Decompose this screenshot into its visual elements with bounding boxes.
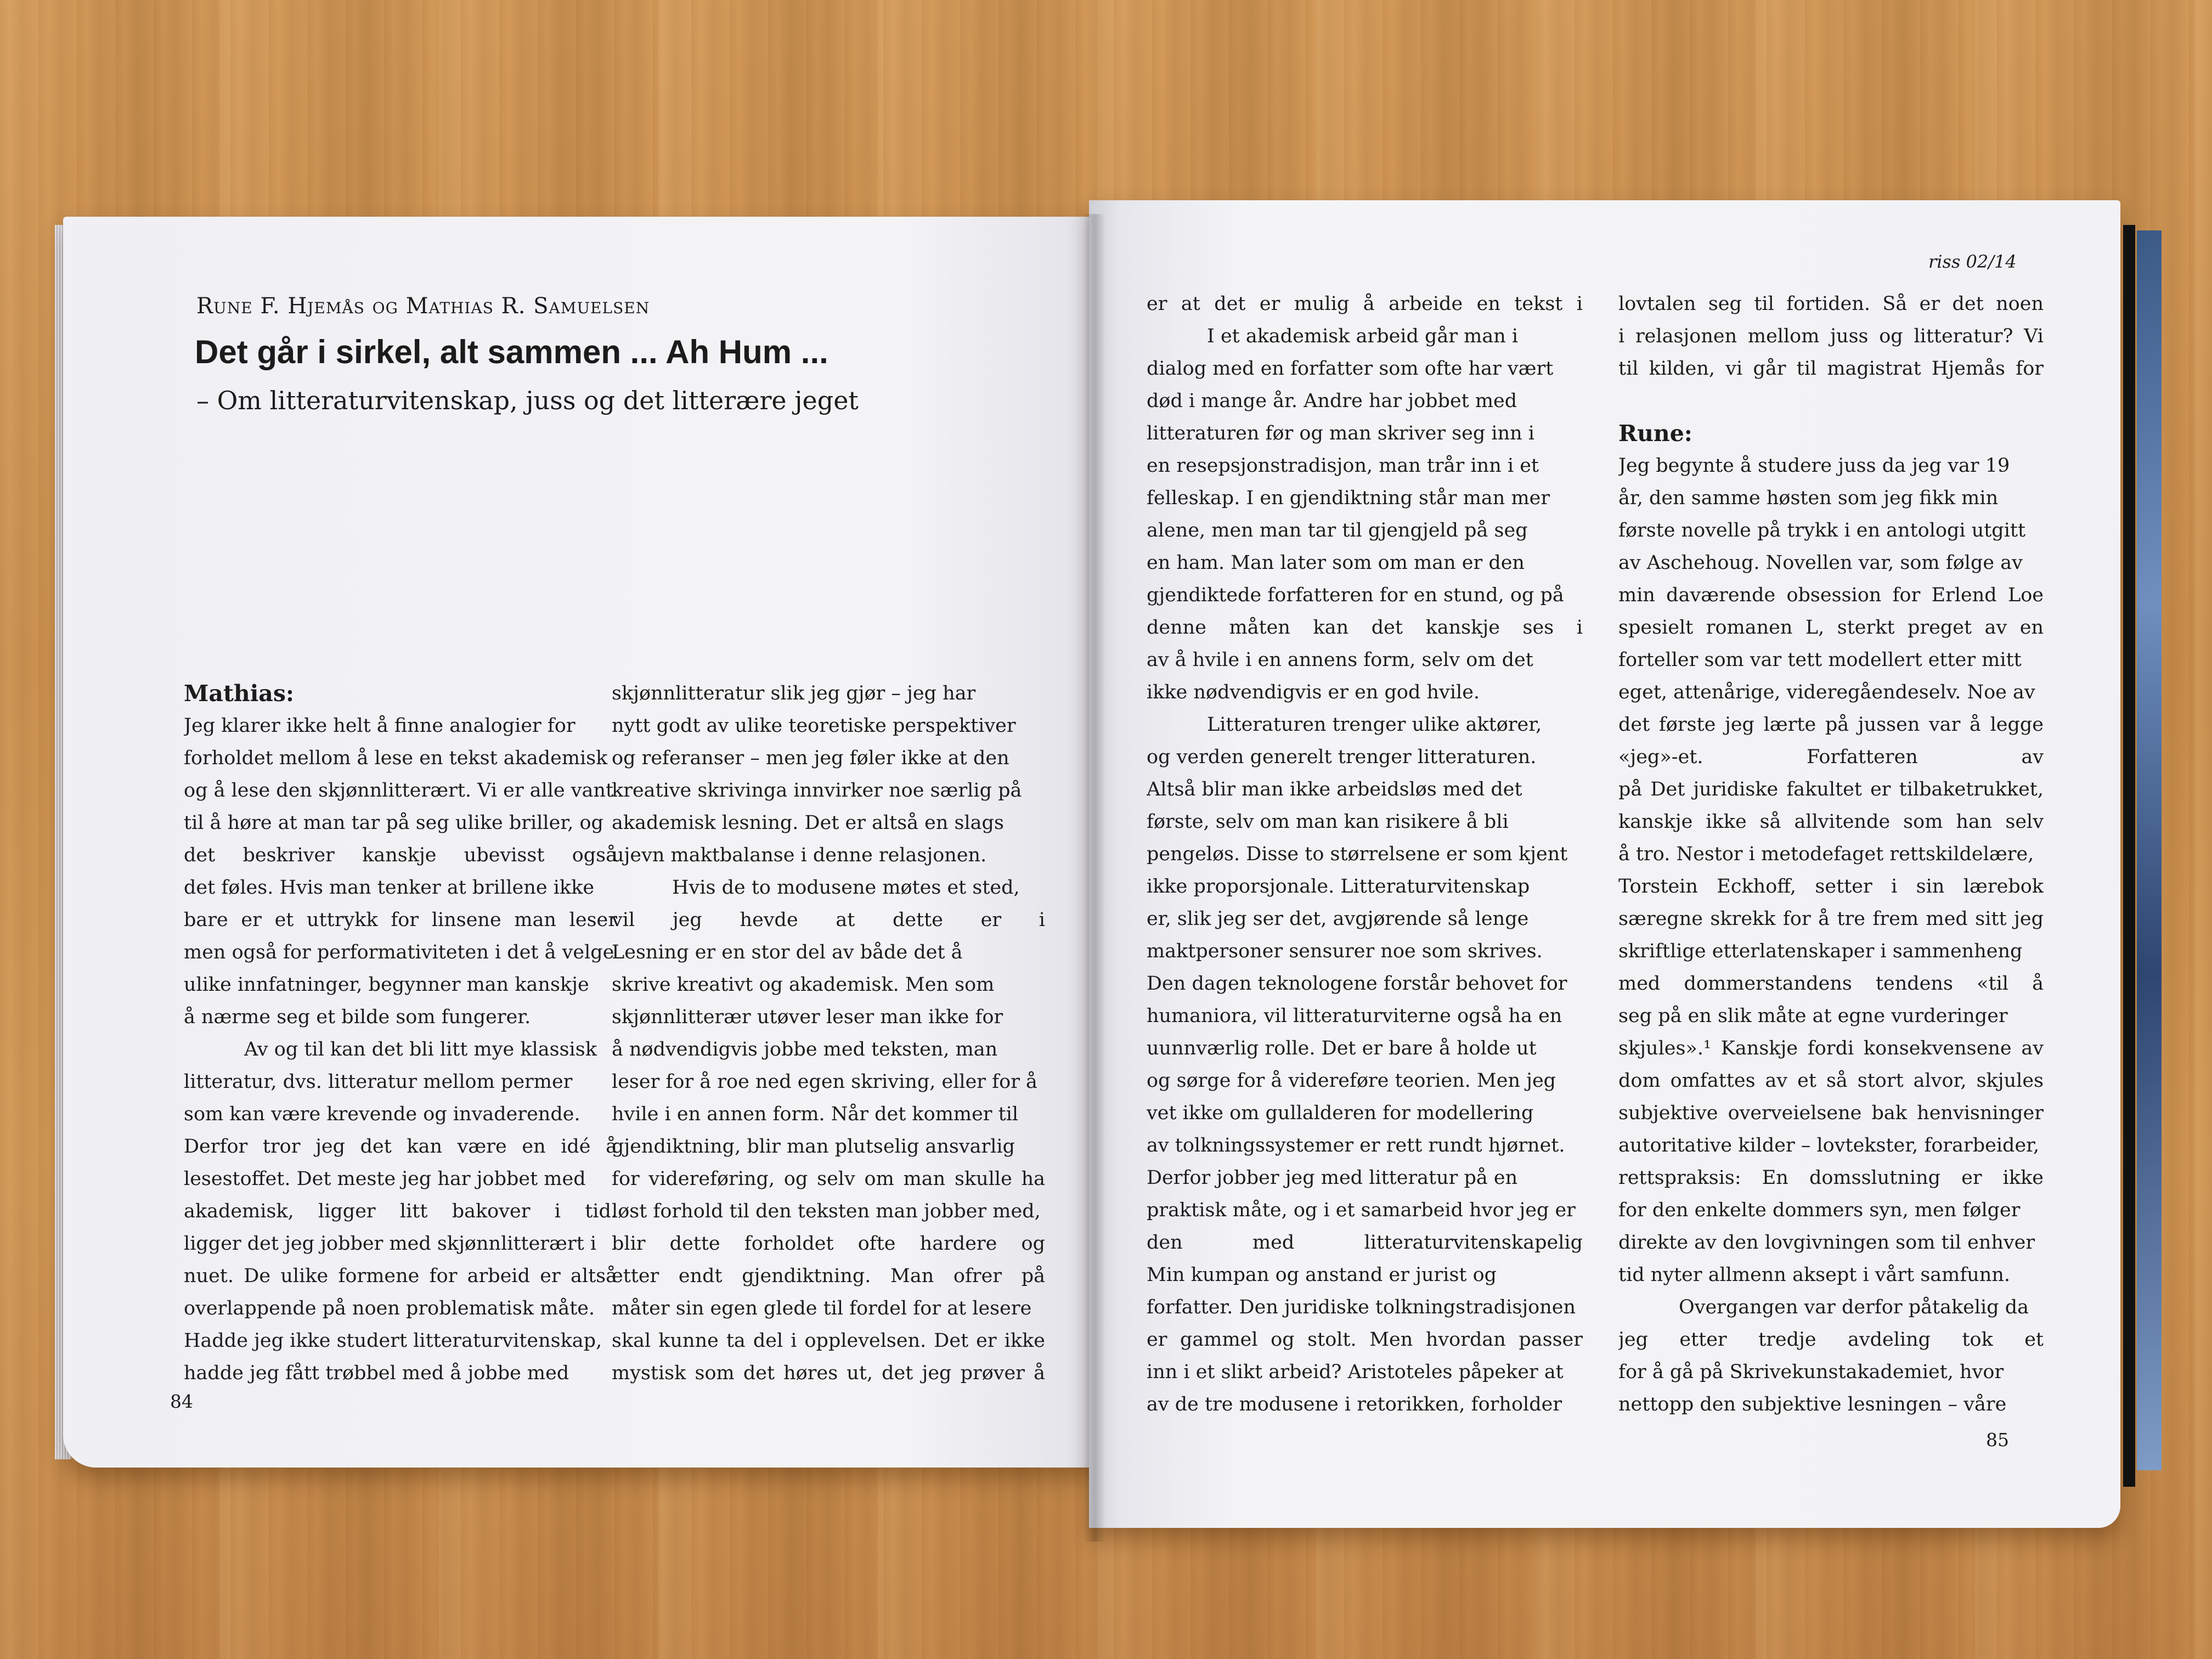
text-line: jeg etter tredje avdeling tok et <box>1618 1329 2044 1351</box>
text-line: lesestoffet. Det meste jeg har jobbet med <box>184 1168 586 1190</box>
text-line: felleskap. I en gjendiktning står man mer <box>1147 487 1550 509</box>
text-line: ikke nødvendigvis er en god hvile. <box>1147 681 1480 703</box>
text-line: Jeg begynte å studere juss da jeg var 19 <box>1618 455 2010 477</box>
right-page <box>1089 200 2120 1528</box>
book-gutter <box>1084 214 1105 1542</box>
text-line: skal kunne ta del i opplevelsen. Det er ikke <box>612 1330 1045 1352</box>
text-line: vet ikke om gullalderen for modellering <box>1147 1102 1534 1124</box>
article-subtitle: – Om litteraturvitenskap, juss og det litterære jeget <box>196 386 859 415</box>
text-line: forfatter. Den juridiske tolkningstradisjonen <box>1147 1296 1576 1318</box>
text-line: mystisk som det høres ut, det jeg prøver å <box>612 1362 1045 1384</box>
text-line: litteratur, dvs. litteratur mellom permer <box>184 1071 573 1093</box>
text-line: kreative skrivinga innvirker noe særlig på <box>612 780 1022 802</box>
text-line <box>1618 385 2044 417</box>
text-line: autoritative kilder – lovtekster, forarbeider, <box>1618 1135 2040 1156</box>
text-line: rettspraksis: En domsslutning er ikke <box>1618 1167 2044 1189</box>
text-line: for å gå på Skrivekunstakademiet, hvor <box>1618 1361 2004 1383</box>
text-line: en resepsjonstradisjon, man trår inn i et <box>1147 455 1539 477</box>
text-line: til kilden, vi går til magistrat Hjemås for <box>1618 358 2044 380</box>
text-line: i relasjonen mellom juss og litteratur? Vi <box>1618 325 2044 347</box>
text-line: bare er et uttrykk for linsene man leser <box>184 909 617 931</box>
text-line: akademisk lesning. Det er altså en slags <box>612 812 1004 834</box>
text-line: er gammel og stolt. Men hvordan passer <box>1147 1329 1583 1351</box>
text-line: Overgangen var derfor påtakelig da <box>1679 1296 2029 1318</box>
text-line: forteller som var tett modellert etter mitt <box>1618 649 2022 671</box>
text-line: å nærme seg et bilde som fungerer. <box>184 1006 531 1028</box>
text-line: direkte av den lovgivningen som til enhver <box>1618 1232 2035 1254</box>
text-line: Derfor jobber jeg med litteratur på en <box>1147 1167 1518 1189</box>
text-line: Hadde jeg ikke studert litteraturvitenskap, <box>184 1330 602 1352</box>
text-line: etter endt gjendiktning. Man ofrer på <box>612 1265 1045 1287</box>
text-line: gjendiktning, blir man plutselig ansvarlig <box>612 1136 1015 1158</box>
page-edge-stripe <box>2123 225 2135 1487</box>
article-authors: Rune F. Hjemås og Mathias R. Samuelsen <box>196 294 650 319</box>
text-line: Rune: <box>1618 420 1692 447</box>
text-line: det beskriver kanskje ubevisst også <box>184 844 617 866</box>
text-line: av de tre modusene i retorikken, forholder <box>1147 1393 1562 1415</box>
text-line: Min kumpan og anstand er jurist og <box>1147 1264 1497 1286</box>
text-line: Derfor tror jeg det kan være en idé å <box>184 1136 617 1158</box>
text-line: humaniora, vil litteraturviterne også ha en <box>1147 1005 1562 1027</box>
text-line: skriftlige etterlatenskaper i sammenheng <box>1618 940 2023 962</box>
text-line: ulike innfatninger, begynner man kanskje <box>184 974 589 996</box>
text-line: er at det er mulig å arbeide en tekst i <box>1147 293 1583 315</box>
text-line: tid nyter allmenn aksept i vårt samfunn. <box>1618 1264 2011 1286</box>
text-line: eget, attenårige, videregåendeselv. Noe av <box>1618 681 2035 703</box>
text-line: på Det juridiske fakultet er tilbaketrukket, <box>1618 778 2044 800</box>
text-line: Altså blir man ikke arbeidsløs med det <box>1147 778 1522 800</box>
text-line: skjules».¹ Kanskje fordi konsekvensene av <box>1618 1037 2044 1059</box>
text-line: nytt godt av ulike teoretiske perspektiver <box>612 715 1016 737</box>
text-line: «jeg»-et. Forfatteren av <box>1618 746 2044 768</box>
text-line: maktpersoner sensurer noe som skrives. <box>1147 940 1543 962</box>
text-line: død i mange år. Andre har jobbet med <box>1147 390 1517 412</box>
text-line: den med litteraturvitenskapelig <box>1147 1232 1583 1254</box>
page-number-left: 84 <box>170 1391 193 1412</box>
text-line: særegne skrekk for å tre frem med sitt jeg <box>1618 908 2044 930</box>
text-line: ligger det jeg jobber med skjønnlitterært i <box>184 1233 597 1255</box>
text-line: skjønnlitterær utøver leser man ikke for <box>612 1006 1003 1028</box>
text-line: skjønnlitteratur slik jeg gjør – jeg har <box>612 682 976 704</box>
text-line: kanskje ikke så allvitende som han selv <box>1618 811 2044 833</box>
text-line: ujevn maktbalanse i denne relasjonen. <box>612 844 987 866</box>
text-line: pengeløs. Disse to størrelsene er som kjent <box>1147 843 1568 865</box>
text-line: uunnværlig rolle. Det er bare å holde ut <box>1147 1037 1537 1059</box>
text-line: min daværende obsession for Erlend Loe <box>1618 584 2044 606</box>
text-line: ikke proporsjonale. Litteraturvitenskap <box>1147 876 1530 898</box>
text-line: hadde jeg fått trøbbel med å jobbe med <box>184 1362 569 1384</box>
text-line: av Aschehoug. Novellen var, som følge av <box>1618 552 2023 574</box>
text-line: nettopp den subjektive lesningen – våre <box>1618 1393 2007 1415</box>
left-column-2 <box>612 678 1045 1390</box>
right-column-1 <box>1147 288 1583 1421</box>
text-line: forholdet mellom å lese en tekst akademisk <box>184 747 608 769</box>
text-line: løst forhold til den teksten man jobber med, <box>612 1200 1041 1222</box>
left-column-1 <box>184 678 617 1390</box>
text-line: men også for performativiteten i det å velge <box>184 941 614 963</box>
text-line: dialog med en forfatter som ofte har vært <box>1147 358 1554 380</box>
text-line: inn i et slikt arbeid? Aristoteles påpeker at <box>1147 1361 1564 1383</box>
left-page <box>63 217 1105 1468</box>
right-column-2 <box>1618 288 2044 1421</box>
text-line: med dommerstandens tendens «til å <box>1618 973 2044 995</box>
text-line: seg på en slik måte at egne vurderinger <box>1618 1005 2008 1027</box>
text-line: Hvis de to modusene møtes et sted, <box>672 877 1020 899</box>
text-line: praktisk måte, og i et samarbeid hvor jeg er <box>1147 1199 1576 1221</box>
text-line: det første jeg lærte på jussen var å legge <box>1618 714 2044 736</box>
text-line: første, selv om man kan risikere å bli <box>1147 811 1509 833</box>
text-line: å nødvendigvis jobbe med teksten, man <box>612 1039 998 1060</box>
text-line: lovtalen seg til fortiden. Så er det noen <box>1618 293 2044 315</box>
text-line: og sørge for å videreføre teorien. Men jeg <box>1147 1070 1556 1092</box>
text-line: til å høre at man tar på seg ulike briller, og <box>184 812 603 834</box>
text-line: av tolkningssystemer er rett rundt hjørnet. <box>1147 1135 1565 1156</box>
text-line: å tro. Nestor i metodefaget rettskildelære, <box>1618 843 2034 865</box>
page-number-right: 85 <box>1986 1429 2009 1451</box>
text-line: er, slik jeg ser det, avgjørende så lenge <box>1147 908 1529 930</box>
text-line: denne måten kan det kanskje ses i <box>1147 617 1583 639</box>
text-line: skrive kreativt og akademisk. Men som <box>612 974 995 996</box>
running-head: riss 02/14 <box>1928 251 2017 272</box>
text-line: blir dette forholdet ofte hardere og <box>612 1233 1045 1255</box>
text-line: Torstein Eckhoff, setter i sin lærebok <box>1618 876 2044 898</box>
text-line: Litteraturen trenger ulike aktører, <box>1207 714 1542 736</box>
article-title: Det går i sirkel, alt sammen ... Ah Hum ... <box>195 334 828 370</box>
text-line: det føles. Hvis man tenker at brillene ikke <box>184 877 595 899</box>
book-cover-edge <box>2137 230 2162 1470</box>
text-line: vil jeg hevde at dette er i <box>612 909 1045 931</box>
text-line: for videreføring, og selv om man skulle ha <box>612 1168 1045 1190</box>
text-line: alene, men man tar til gjengjeld på seg <box>1147 520 1528 541</box>
text-line: Av og til kan det bli litt mye klassisk <box>244 1039 597 1060</box>
text-line: Lesning er en stor del av både det å <box>612 941 963 963</box>
text-line: akademisk, ligger litt bakover i tid. <box>184 1200 617 1222</box>
text-line: dom omfattes av et så stort alvor, skjules <box>1618 1070 2044 1092</box>
text-line: Den dagen teknologene forstår behovet for <box>1147 973 1567 995</box>
text-line: og referanser – men jeg føler ikke at den <box>612 747 1009 769</box>
text-line: nuet. De ulike formene for arbeid er altså <box>184 1265 617 1287</box>
text-line: for den enkelte dommers syn, men følger <box>1618 1199 2021 1221</box>
text-line: spesielt romanen L, sterkt preget av en <box>1618 617 2044 639</box>
text-line: hvile i en annen form. Når det kommer til <box>612 1103 1019 1125</box>
text-line: en ham. Man later som om man er den <box>1147 552 1525 574</box>
text-line: og verden generelt trenger litteraturen. <box>1147 746 1537 768</box>
text-line: gjendiktede forfatteren for en stund, og på <box>1147 584 1564 606</box>
text-line: første novelle på trykk i en antologi utgitt <box>1618 520 2026 541</box>
text-line: av å hvile i en annens form, selv om det <box>1147 649 1533 671</box>
text-line: og å lese den skjønnlitterært. Vi er alle vant <box>184 780 614 802</box>
text-line: Mathias: <box>184 680 295 707</box>
text-line: leser for å roe ned egen skriving, eller for å <box>612 1071 1037 1093</box>
text-line: subjektive overveielsene bak henvisninger <box>1618 1102 2044 1124</box>
text-line: Jeg klarer ikke helt å finne analogier for <box>184 715 575 737</box>
text-line: overlappende på noen problematisk måte. <box>184 1297 595 1319</box>
text-line: måter sin egen glede til fordel for at lesere <box>612 1297 1032 1319</box>
text-line: I et akademisk arbeid går man i <box>1207 325 1519 347</box>
text-line: som kan være krevende og invaderende. <box>184 1103 580 1125</box>
text-line: år, den samme høsten som jeg fikk min <box>1618 487 1999 509</box>
text-line: litteraturen før og man skriver seg inn i <box>1147 422 1534 444</box>
